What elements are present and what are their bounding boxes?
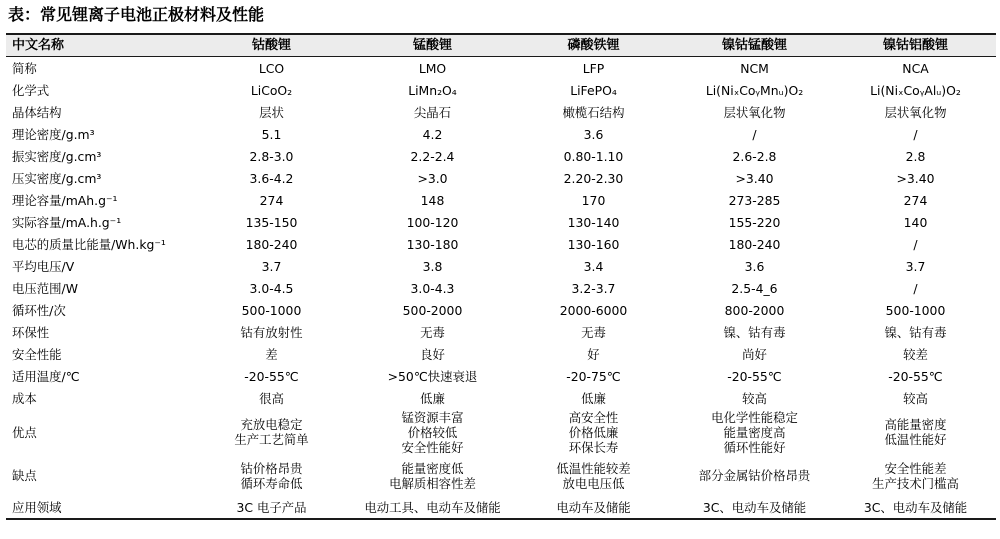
table-cell: -20-55℃ [888, 368, 943, 384]
table-cell: 2.2-2.4 [410, 148, 455, 164]
table-cell: 橄榄石结构 [562, 104, 625, 120]
header-ncm: 镍钴锰酸锂 [674, 34, 835, 57]
table-cell [674, 455, 835, 496]
table-cell: 140 [903, 214, 928, 230]
table-cell: 155-220 [728, 214, 781, 230]
table-cell: 尚好 [742, 346, 767, 362]
table-cell: 良好 [420, 346, 445, 362]
table-cell: 很高 [259, 390, 284, 406]
table-cell: 4.2 [422, 126, 443, 142]
table-row [6, 321, 996, 343]
cell-line: 环保长寿 [568, 439, 619, 455]
table-cell: 电动车及储能 [513, 496, 674, 519]
table-cell: 135-150 [245, 214, 298, 230]
table-cell: 2.6-2.8 [732, 148, 777, 164]
table-row [6, 409, 996, 455]
table-row [6, 277, 996, 299]
table-cell: -20-55℃ [244, 368, 299, 384]
table-cell: >50℃快速衰退 [387, 368, 478, 384]
row-label: 理论容量/mAh.g⁻¹ [12, 192, 118, 208]
table-cell: / [913, 236, 918, 252]
table-cell: 274 [903, 192, 928, 208]
table-row [6, 387, 996, 409]
cell-line: 循环寿命低 [240, 475, 303, 491]
table-cell [835, 455, 996, 496]
table-cell: 3.7 [261, 258, 282, 274]
table-cell: 2000-6000 [559, 302, 628, 318]
row-label: 环保性 [12, 324, 50, 340]
cell-line: 充放电稳定 [240, 417, 303, 432]
row-label: 适用温度/℃ [12, 368, 80, 384]
cell-line: 能量密度高 [723, 424, 786, 440]
row-label: 平均电压/V [12, 258, 75, 274]
materials-table [6, 33, 996, 520]
table-cell: 3.8 [422, 258, 443, 274]
table-cell: 2.8 [905, 148, 926, 164]
row-label: 振实密度/g.cm³ [12, 148, 102, 164]
cell-line: 安全性能差 [884, 460, 947, 476]
header-nca: 镍钴铝酸锂 [835, 34, 996, 57]
table-row [6, 343, 996, 365]
table-cell: 低廉 [420, 390, 445, 406]
row-label: 安全性能 [12, 346, 62, 362]
table-cell: LiCoO₂ [250, 82, 293, 98]
table-cell: 3.6 [744, 258, 765, 274]
table-cell: -20-55℃ [727, 368, 782, 384]
table-cell: 0.80-1.10 [563, 148, 624, 164]
table-cell: 148 [420, 192, 445, 208]
table-cell: 较高 [903, 390, 928, 406]
header-name: 中文名称 [6, 34, 191, 57]
table-cell: 170 [581, 192, 606, 208]
row-label: 应用领域 [6, 496, 191, 519]
table-row [6, 167, 996, 189]
table-cell: NCM [740, 60, 769, 76]
table-cell: 层状氧化物 [723, 104, 786, 120]
table-cell: 镍、钴有毒 [723, 324, 786, 340]
table-row [6, 496, 996, 519]
table-cell: LFP [582, 60, 605, 76]
row-label: 电芯的质量比能量/Wh.kg⁻¹ [12, 236, 166, 252]
table-row [6, 123, 996, 145]
table-cell: 钴有放射性 [240, 324, 303, 340]
table-row [6, 145, 996, 167]
table-cell: 无毒 [581, 324, 606, 340]
table-cell: Li(NiₓCoᵧMnᵤ)O₂ [705, 82, 804, 98]
table-cell [352, 455, 513, 496]
cell-line: 循环性能好 [723, 439, 786, 455]
table-row [6, 233, 996, 255]
table-cell: 180-240 [245, 236, 298, 252]
table-cell: 差 [265, 346, 278, 362]
table-cell: >3.0 [417, 170, 448, 186]
table-cell: 800-2000 [724, 302, 785, 318]
table-cell: 3.6 [583, 126, 604, 142]
table-cell [513, 455, 674, 496]
table-cell: 5.1 [261, 126, 282, 142]
table-cell: NCA [902, 60, 929, 76]
table-cell: 3C、电动车及储能 [674, 496, 835, 519]
header-lmo: 锰酸锂 [352, 34, 513, 57]
table-cell: 274 [259, 192, 284, 208]
table-cell: -20-75℃ [566, 368, 621, 384]
table-cell: 3C、电动车及储能 [835, 496, 996, 519]
table-cell: >3.40 [735, 170, 774, 186]
table-cell: 100-120 [406, 214, 459, 230]
table-cell: / [913, 280, 918, 296]
cell-line: 锰资源丰富 [401, 409, 464, 425]
table-cell: 镍、钴有毒 [884, 324, 947, 340]
cell-line: 放电电压低 [562, 475, 625, 491]
table-cell: 130-140 [567, 214, 620, 230]
row-label: 简称 [12, 60, 37, 76]
table-cell: 3.0-4.5 [249, 280, 294, 296]
table-cell: 3.4 [583, 258, 604, 274]
table-cell: / [913, 126, 918, 142]
table-cell: 2.20-2.30 [563, 170, 624, 186]
row-label: 成本 [12, 390, 37, 406]
table-cell: LMO [418, 60, 447, 76]
table-cell [352, 409, 513, 455]
table-cell: 180-240 [728, 236, 781, 252]
table-cell: 500-2000 [402, 302, 463, 318]
table-cell: 3C 电子产品 [191, 496, 352, 519]
table-cell [674, 409, 835, 455]
row-label: 理论密度/g.m³ [12, 126, 95, 142]
materials-table-container [6, 33, 996, 520]
header-row [6, 34, 996, 57]
cell-line: 能量密度低 [401, 460, 464, 476]
table-row [6, 211, 996, 233]
table-cell: 273-285 [728, 192, 781, 208]
table-cell: 3.7 [905, 258, 926, 274]
row-label: 压实密度/g.cm³ [12, 170, 102, 186]
table-cell: / [752, 126, 757, 142]
table-cell: 较高 [742, 390, 767, 406]
table-cell: Li(NiₓCoᵧAlᵤ)O₂ [870, 82, 961, 98]
cell-line: 高能量密度 [884, 417, 947, 432]
row-label: 化学式 [12, 82, 50, 98]
table-cell [835, 409, 996, 455]
cell-line: 钴价格昂贵 [240, 460, 303, 476]
table-row [6, 57, 996, 80]
table-cell: LiMn₂O₄ [408, 82, 457, 98]
cell-line: 电化学性能稳定 [711, 409, 798, 425]
table-cell: 较差 [903, 346, 928, 362]
table-cell: 好 [587, 346, 600, 362]
table-cell: 2.8-3.0 [249, 148, 294, 164]
table-row [6, 299, 996, 321]
table-row [6, 79, 996, 101]
cell-line: 价格较低 [407, 424, 458, 440]
cell-line: 低温性能好 [884, 432, 947, 447]
table-cell: 层状氧化物 [884, 104, 947, 120]
row-label: 实际容量/mA.h.g⁻¹ [12, 214, 122, 230]
table-title: 表：常见锂离子电池正极材料及性能 [8, 5, 265, 24]
table-cell: LCO [258, 60, 285, 76]
row-label: 缺点 [12, 468, 37, 483]
table-cell [191, 409, 352, 455]
table-cell [513, 409, 674, 455]
cell-line: 生产技术门槛高 [872, 475, 959, 491]
table-row [6, 101, 996, 123]
table-cell: 3.6-4.2 [249, 170, 294, 186]
table-row [6, 455, 996, 496]
cell-line: 价格低廉 [568, 424, 619, 440]
cell-line: 部分金属钴价格昂贵 [698, 468, 811, 483]
row-label: 优点 [12, 424, 37, 440]
cell-line: 低温性能较差 [556, 460, 631, 476]
table-cell: 130-160 [567, 236, 620, 252]
header-lco: 钴酸锂 [191, 34, 352, 57]
table-cell: 尖晶石 [413, 104, 452, 120]
table-row [6, 365, 996, 387]
table-cell: 低廉 [581, 390, 606, 406]
header-lfp: 磷酸铁锂 [513, 34, 674, 57]
table-cell: 2.5-4_6 [731, 280, 778, 296]
table-cell: 500-1000 [885, 302, 946, 318]
table-row [6, 189, 996, 211]
table-cell: 3.2-3.7 [571, 280, 616, 296]
cell-line: 电解质相容性差 [389, 475, 476, 491]
cell-line: 高安全性 [568, 409, 619, 425]
table-cell: >3.40 [896, 170, 935, 186]
table-cell: 无毒 [420, 324, 445, 340]
table-cell: 500-1000 [241, 302, 302, 318]
table-cell [191, 455, 352, 496]
table-cell: LiFePO₄ [570, 82, 617, 98]
cell-line: 生产工艺简单 [234, 432, 309, 447]
table-cell: 130-180 [406, 236, 459, 252]
table-row [6, 255, 996, 277]
table-cell: 电动工具、电动车及储能 [352, 496, 513, 519]
table-cell: 3.0-4.3 [410, 280, 455, 296]
row-label: 晶体结构 [12, 104, 62, 120]
table-cell: 层状 [259, 104, 284, 120]
row-label: 循环性/次 [12, 302, 66, 318]
cell-line: 安全性能好 [401, 439, 464, 455]
row-label: 电压范围/W [12, 280, 78, 296]
